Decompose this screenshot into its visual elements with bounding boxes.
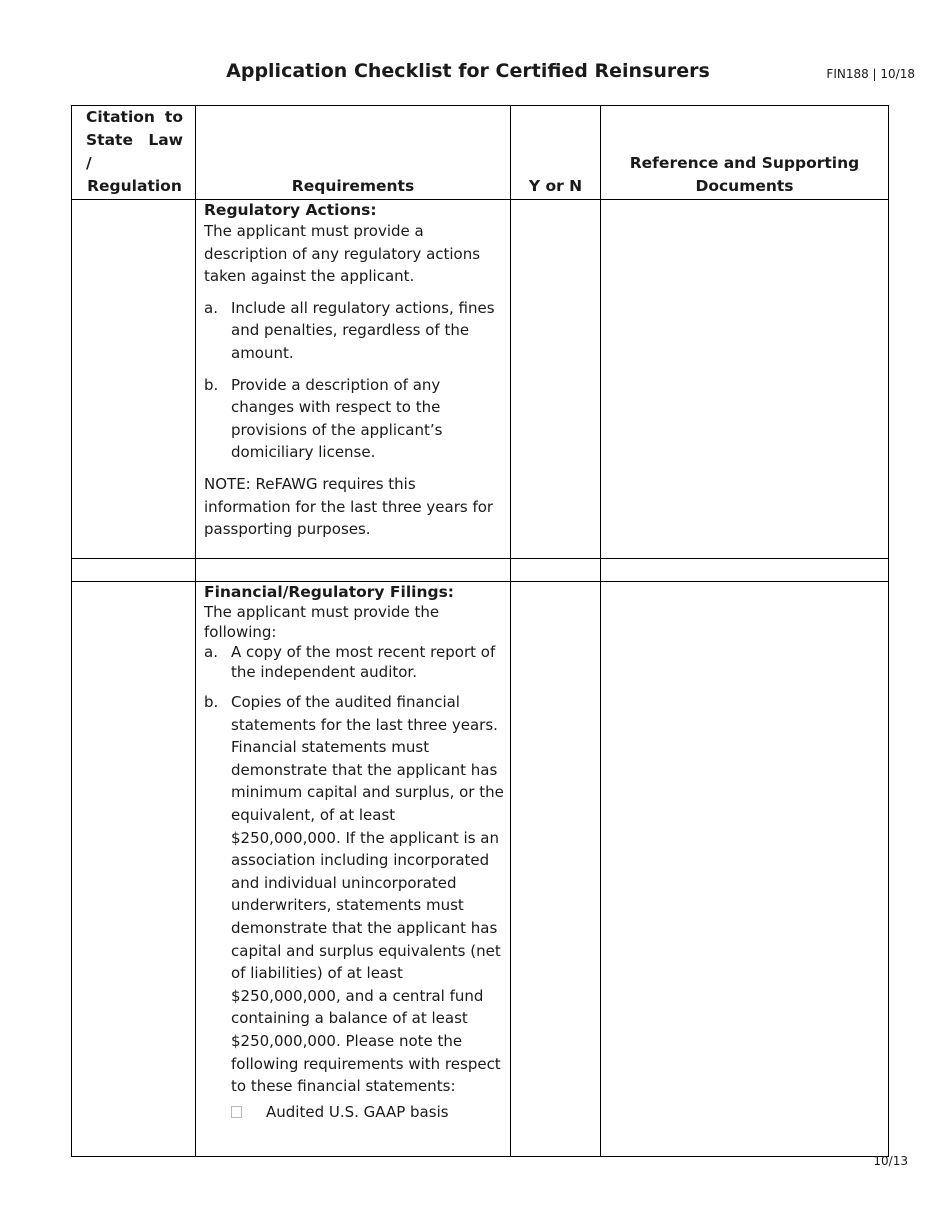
requirements-cell [196, 200, 511, 559]
section-intro: The applicant must provide the following: [204, 603, 440, 641]
list-item-label: b. [204, 375, 219, 394]
list-item-text: Copies of the audited financial statements for the last three years. Financial statements must demonstrate that the applicant has minimum capital and surplus, or the equivalent, of at least $250,000,000. If the applicant is an association including incorporated and individual unincorporated underwriters, statements must demonstrate that the applicant has capital and surplus equivalents (net of liabilities) of at least $250,000,000, and a central fund containing a balance of at least $250,000,000. Please note the following requirements with respect to these financial statements: [231, 693, 504, 1096]
column-header-y-or-n: Y or N [511, 106, 601, 200]
column-header-reference [601, 106, 889, 200]
column-header-requirements: Requirements [196, 106, 511, 200]
spacer-row [72, 559, 889, 582]
list-item [204, 374, 504, 464]
section-heading: Regulatory Actions: [204, 201, 377, 219]
spacer-cell [601, 559, 889, 582]
citation-cell[interactable] [72, 200, 196, 559]
list-item-label: a. [204, 643, 218, 661]
list-item-text: Provide a description of any changes with respect to the provisions of the applicant’s domiciliary license. [231, 375, 443, 462]
spacer-cell [72, 559, 196, 582]
list-item-label: b. [204, 693, 219, 711]
y-or-n-cell[interactable] [511, 582, 601, 1157]
citation-header-line-3: Regulation [87, 177, 182, 195]
citation-header-line-2: State Law / [86, 131, 183, 172]
checkbox-bullet-icon [231, 1106, 242, 1118]
header-row [72, 106, 889, 200]
citation-header-line-1: Citation to [86, 108, 183, 126]
spacer-cell [196, 559, 511, 582]
list-item [204, 642, 504, 682]
bullet-item [204, 1101, 504, 1124]
list-item-label: a. [204, 298, 218, 317]
page-title: Application Checklist for Certified Reinsurers [226, 60, 710, 82]
list-item [204, 691, 504, 1098]
page-number: 10/13 [873, 1154, 908, 1168]
y-or-n-cell[interactable] [511, 200, 601, 559]
checklist-table [71, 105, 889, 1157]
bullet-item-text: Audited U.S. GAAP basis [266, 1102, 449, 1121]
reference-header-line-2: Documents [695, 177, 794, 195]
table-row [72, 200, 889, 559]
section-note: NOTE: ReFAWG requires this information for the last three years for passporting purposes. [204, 474, 494, 539]
requirements-cell [196, 582, 511, 1157]
citation-cell[interactable] [72, 582, 196, 1157]
form-code: FIN188 | 10/18 [826, 67, 915, 81]
section-intro: The applicant must provide a description of any regulatory actions taken against the applicant. [204, 222, 481, 286]
list-item-text: A copy of the most recent report of the independent auditor. [231, 643, 496, 681]
list-item-text: Include all regulatory actions, fines and penalties, regardless of the amount. [231, 298, 495, 362]
spacer-cell [511, 559, 601, 582]
section-heading: Financial/Regulatory Filings: [204, 583, 454, 601]
table-row [72, 582, 889, 1157]
column-header-citation [72, 106, 196, 200]
reference-header-line-1: Reference and Supporting [629, 154, 860, 172]
reference-cell[interactable] [601, 582, 889, 1157]
reference-cell[interactable] [601, 200, 889, 559]
list-item [204, 297, 504, 365]
